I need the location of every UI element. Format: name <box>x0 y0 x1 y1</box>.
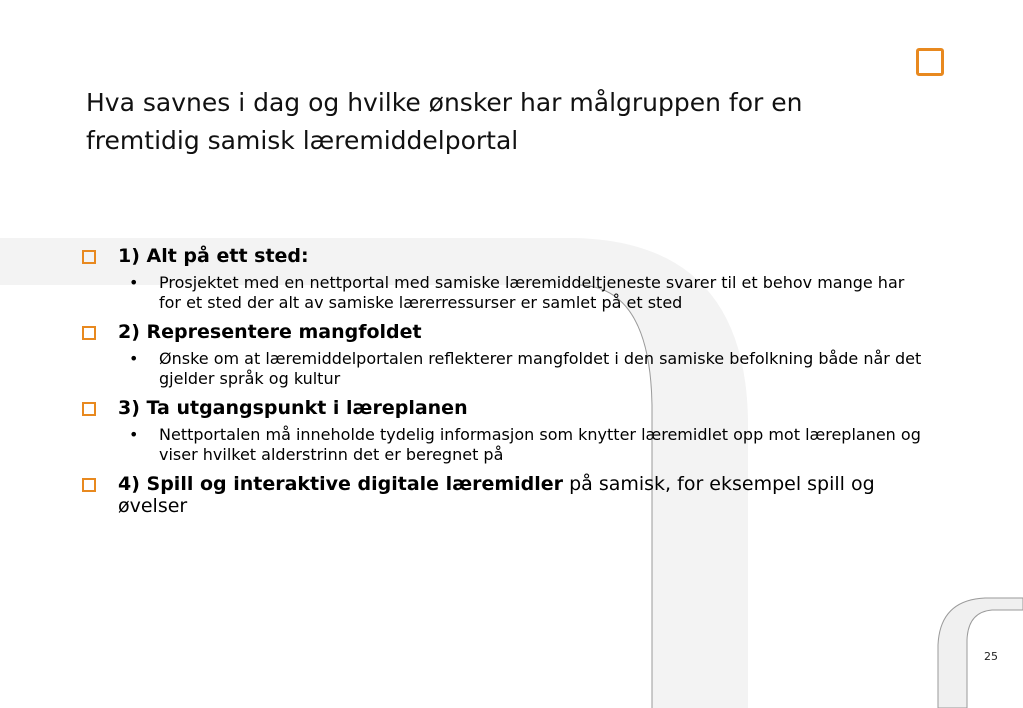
list-item-text <box>118 473 928 517</box>
sub-list-item-text: Prosjektet med en nettportal med samiske læremiddeltjeneste svarer til et behov mange har for et sted der alt av samiske lærerressurser er samlet på et sted <box>159 273 905 312</box>
list-item <box>82 321 942 343</box>
square-bullet-icon <box>82 250 96 264</box>
list-item-text <box>118 321 928 343</box>
sub-list-item <box>129 425 942 465</box>
dot-bullet-icon: • <box>129 425 139 444</box>
sub-list-item <box>129 273 942 313</box>
sub-list-item-text: Nettportalen må inneholde tydelig informasjon som knytter læremidlet opp mot læreplanen og viser hvilket alderstrinn det er beregnet på <box>159 425 921 464</box>
logo-icon <box>916 48 944 76</box>
page-title: Hva savnes i dag og hvilke ønsker har målgruppen for en fremtidig samisk læremiddelportal <box>86 88 803 155</box>
sub-list-item-text: Ønske om at læremiddelportalen reflekterer mangfoldet i den samiske befolkning både når det gjelder språk og kultur <box>159 349 922 388</box>
list-item-heading: 3) Ta utgangspunkt i læreplanen <box>118 397 468 419</box>
dot-bullet-icon: • <box>129 349 139 368</box>
list-item <box>82 397 942 419</box>
list-item-heading: 4) Spill og interaktive digitale læremidler <box>118 473 564 495</box>
list-item-heading: 1) Alt på ett sted: <box>118 245 309 267</box>
square-bullet-icon <box>82 478 96 492</box>
list-item-text <box>118 245 928 267</box>
list-item-text <box>118 397 928 419</box>
dot-bullet-icon: • <box>129 273 139 292</box>
square-bullet-icon <box>82 326 96 340</box>
list-item-heading: 2) Representere mangfoldet <box>118 321 422 343</box>
page-number: 25 <box>984 650 998 663</box>
bullet-list <box>82 245 942 517</box>
square-bullet-icon <box>82 402 96 416</box>
sub-list-item <box>129 349 942 389</box>
corner-frame <box>938 598 1023 708</box>
list-item <box>82 245 942 267</box>
list-item <box>82 473 942 517</box>
list-item-rest: på samisk, for eksempel spill og øvelser <box>118 473 875 517</box>
